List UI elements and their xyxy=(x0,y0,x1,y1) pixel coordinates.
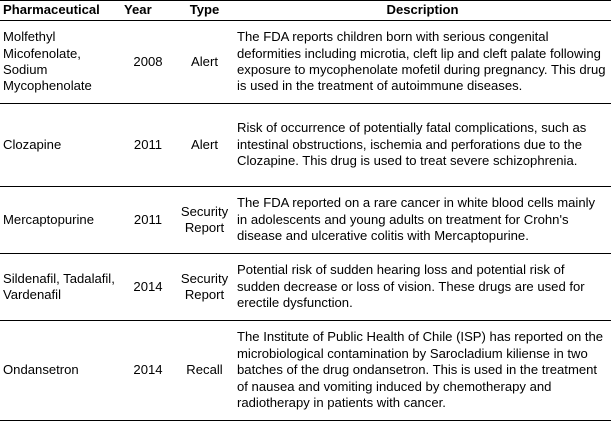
cell-year: 2014 xyxy=(121,254,175,321)
header-description: Description xyxy=(234,1,611,21)
header-type: Type xyxy=(175,1,234,21)
cell-type: Alert xyxy=(175,104,234,187)
cell-pharmaceutical: Ondansetron xyxy=(0,321,121,421)
cell-type: Alert xyxy=(175,21,234,104)
cell-year: 2008 xyxy=(121,21,175,104)
table-body xyxy=(0,21,611,421)
cell-pharmaceutical: Clozapine xyxy=(0,104,121,187)
cell-year: 2014 xyxy=(121,321,175,421)
table-row xyxy=(0,187,611,254)
cell-description: Risk of occurrence of potentially fatal complications, such as intestinal obstructions, ischemia and perforations due to the Clozapine. This drug is used to treat severe schizophrenia. xyxy=(234,104,611,187)
header-pharmaceutical: Pharmaceutical xyxy=(0,1,121,21)
cell-description: The FDA reports children born with serious congenital deformities including microtia, cleft lip and cleft palate following exposure to mycophenolate mofetil during pregnancy. This drug is used in the treatment of autoimmune diseases. xyxy=(234,21,611,104)
cell-pharmaceutical: Sildenafil, Tadalafil, Vardenafil xyxy=(0,254,121,321)
table-row xyxy=(0,321,611,421)
table-row xyxy=(0,21,611,104)
cell-pharmaceutical: Molfethyl Micofenolate, Sodium Mycophenolate xyxy=(0,21,121,104)
cell-description: The Institute of Public Health of Chile (ISP) has reported on the microbiological contamination by Sarocladium kiliense in two batches of the drug ondansetron. This is used in the treatment of nausea and vomiting induced by chemotherapy and radiotherapy in patients with cancer. xyxy=(234,321,611,421)
table-header xyxy=(0,1,611,21)
cell-description: Potential risk of sudden hearing loss and potential risk of sudden decrease or loss of vision. These drugs are used for erectile dysfunction. xyxy=(234,254,611,321)
header-year: Year xyxy=(121,1,175,21)
cell-type: Security Report xyxy=(175,187,234,254)
cell-pharmaceutical: Mercaptopurine xyxy=(0,187,121,254)
cell-year: 2011 xyxy=(121,104,175,187)
table-row xyxy=(0,254,611,321)
cell-year: 2011 xyxy=(121,187,175,254)
cell-type: Recall xyxy=(175,321,234,421)
header-row xyxy=(0,1,611,21)
cell-description: The FDA reported on a rare cancer in white blood cells mainly in adolescents and young adults on treatment for Crohn's disease and ulcerative colitis with Mercaptopurine. xyxy=(234,187,611,254)
table-row xyxy=(0,104,611,187)
cell-type: Security Report xyxy=(175,254,234,321)
